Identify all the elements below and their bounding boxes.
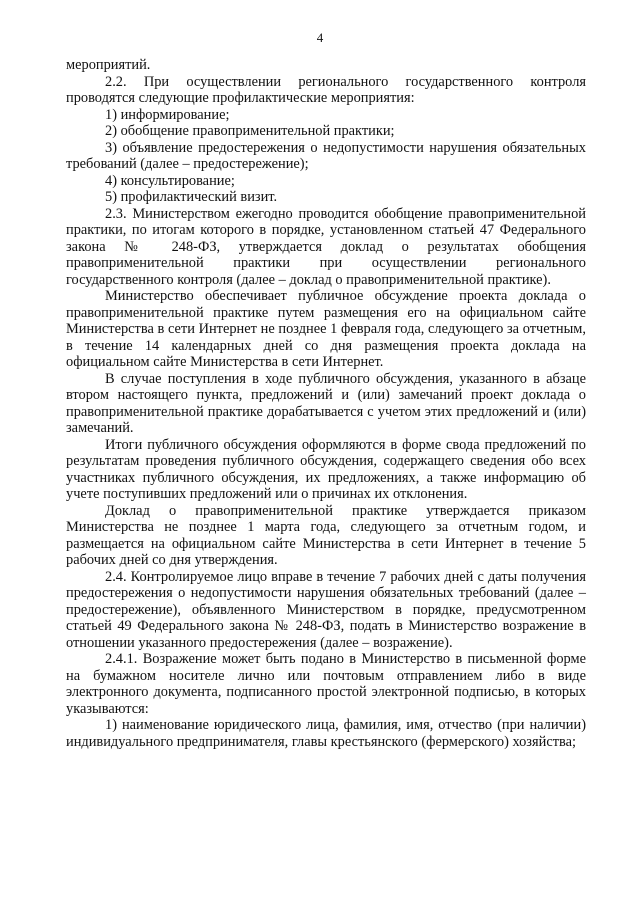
paragraph-continuation: мероприятий. — [66, 57, 151, 73]
list-item-preventive-visit: 5) профилактический визит. — [105, 189, 278, 205]
paragraph-2-3: 2.3. Министерством ежегодно проводится обобщение правоприменительной практики, по итогам которого в порядке, установленном статьей 47 Федерального закона № 248-ФЗ, утверждается доклад о результатах обобщения правоприменительной практики при осуществлении регионального государственного контроля (далее – доклад о правоприменительной практике). — [66, 205, 586, 288]
paragraph-report-approval: Доклад о правоприменительной практике утверждается приказом Министерства не позднее 1 марта года, следующего за отчетным годом, и размещается на официальном сайте Министерства в сети Интернет в течение 5 рабочих дней со дня утверждения. — [66, 502, 586, 568]
page-number: 4 — [316, 30, 324, 45]
paragraph-proposals: В случае поступления в ходе публичного обсуждения, указанного в абзаце втором настоящего пункта, предложений и (или) замечаний проект доклада о правоприменительной практике дорабатывается с учетом этих предложений и (или) замечаний. — [66, 370, 586, 436]
list-item-informing: 1) информирование; — [105, 106, 230, 123]
list-item-legal-entity-name: 1) наименование юридического лица, фамилия, имя, отчество (при наличии) индивидуального предпринимателя, главы крестьянского (фермерского) хозяйства; — [66, 717, 586, 750]
list-item-generalization: 2) обобщение правоприменительной практики; — [105, 123, 395, 139]
document-body — [66, 57, 586, 750]
paragraph-2-4-1: 2.4.1. Возражение может быть подано в Министерство в письменной форме на бумажном носителе лично или почтовым отправлением либо в виде электронного документа, подписанного простой электронной подписью, в которых указываются: — [66, 651, 586, 717]
paragraph-2-2: 2.2. При осуществлении регионального государственного контроля проводятся следующие профилактические мероприятия: — [66, 73, 586, 106]
paragraph-2-4: 2.4. Контролируемое лицо вправе в течение 7 рабочих дней с даты получения предостережения о недопустимости нарушения обязательных требований (далее – предостережение), объявленного Министерством в порядке, предусмотренном статьей 49 Федерального закона № 248-ФЗ, подать в Министерство возражение в отношении указанного предостережения (далее – возражение). — [66, 568, 586, 651]
paragraph-results: Итоги публичного обсуждения оформляются в форме свода предложений по результатам проведения публичного обсуждения, содержащего сведения обо всех участниках публичного обсуждения, их предложениях, а также информацию об учете поступивших предложений или о причинах их отклонения. — [66, 436, 586, 502]
paragraph-public-discussion: Министерство обеспечивает публичное обсуждение проекта доклада о правоприменительной практике путем размещения его на официальном сайте Министерства в сети Интернет не позднее 1 февраля года, следующего за отчетным, в течение 14 календарных дней со дня размещения проекта доклада на официальном сайте Министерства в сети Интернет. — [66, 288, 586, 370]
list-item-consulting: 4) консультирование; — [105, 172, 235, 189]
list-item-warning: 3) объявление предостережения о недопустимости нарушения обязательных требований (далее – предостережение); — [66, 139, 586, 172]
